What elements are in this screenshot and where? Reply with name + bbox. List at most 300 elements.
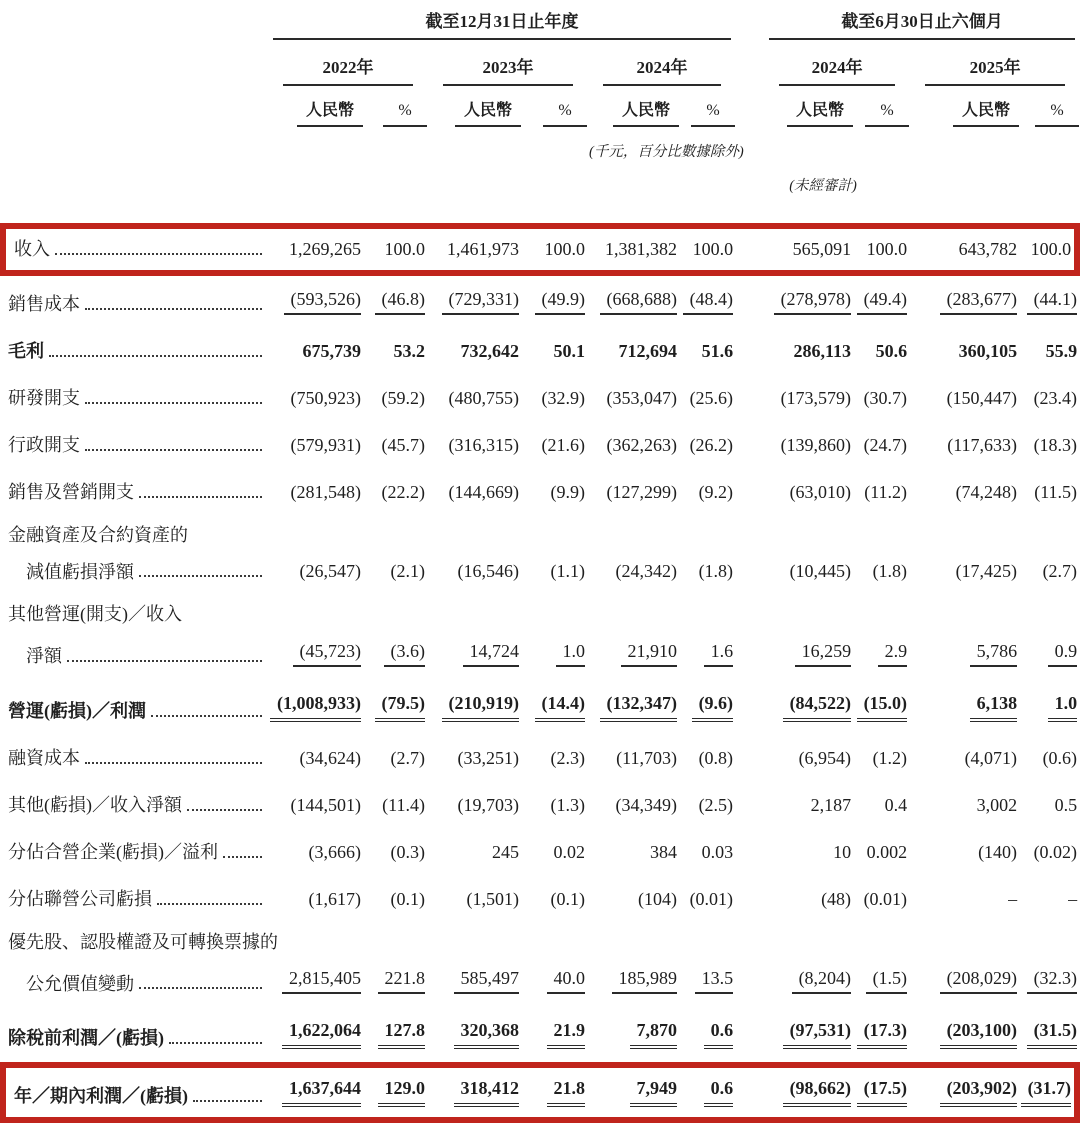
table-row (0, 469, 1080, 516)
percent-value: 1.0 (556, 642, 586, 667)
cell-value (680, 595, 736, 628)
cell-value (522, 955, 588, 1007)
header-period-row (0, 6, 1080, 41)
row-label: 其他營運(開支)／收入 (8, 604, 182, 625)
percent-value: 50.6 (875, 340, 908, 361)
cell-value (854, 595, 910, 628)
row-label-cell (0, 328, 268, 375)
amount-value: 1,381,382 (605, 239, 677, 259)
cell-value (522, 595, 588, 628)
cell-value (910, 829, 1020, 876)
dotted-leader (139, 575, 262, 577)
cell-value (910, 680, 1020, 735)
amount-value: 245 (492, 841, 519, 862)
cell-value (428, 422, 522, 469)
table-row (0, 548, 1080, 595)
cell-value (268, 1062, 364, 1123)
dotted-leader (55, 253, 262, 255)
cell-value (268, 735, 364, 782)
cell-value (736, 680, 854, 735)
cell-value (522, 516, 588, 549)
cell-value (364, 782, 428, 829)
row-label: 除稅前利潤／(虧損) (8, 1028, 164, 1049)
cell-value (522, 680, 588, 735)
cell-value (522, 735, 588, 782)
dotted-leader (139, 987, 262, 989)
table-row (0, 829, 1080, 876)
cell-value (680, 516, 736, 549)
row-label-cell (0, 680, 268, 735)
cell-value (854, 1062, 910, 1123)
table-row (0, 1007, 1080, 1062)
cell-value (680, 782, 736, 829)
table-row (0, 680, 1080, 735)
amount-value: 1,622,064 (282, 1021, 361, 1049)
header-percent (854, 87, 910, 128)
percent-value: (22.2) (381, 481, 425, 502)
cell-value (522, 223, 588, 276)
dotted-leader (151, 715, 262, 717)
amount-value: (24,342) (615, 561, 677, 582)
amount-value: (127,299) (606, 481, 677, 502)
header-group-annual (268, 6, 736, 41)
cell-value (1020, 595, 1080, 628)
header-currency (588, 87, 680, 128)
cell-value (268, 955, 364, 1007)
amount-value: (26,547) (299, 561, 361, 582)
cell-value (522, 628, 588, 680)
percent-value: (2.3) (550, 747, 585, 768)
currency-label: 人民幣 (953, 97, 1019, 127)
table-row (0, 782, 1080, 829)
cell-value (364, 628, 428, 680)
amount-value: – (1008, 888, 1018, 909)
amount-value: (278,978) (774, 290, 852, 315)
percent-value: 0.02 (553, 841, 585, 862)
cell-value (268, 548, 364, 595)
amount-value: (10,445) (789, 561, 852, 582)
amount-value: (139,860) (780, 434, 852, 455)
dotted-leader (223, 856, 262, 858)
table-row (0, 276, 1080, 328)
cell-value (854, 223, 910, 276)
cell-value (364, 223, 428, 276)
amount-value: (668,688) (600, 290, 678, 315)
amount-value: (579,931) (290, 434, 361, 455)
cell-value (910, 782, 1020, 829)
header-group-interim-label: 截至6月30日止六個月 (769, 7, 1075, 40)
amount-value: (17,425) (955, 561, 1018, 582)
row-label-cell (0, 223, 268, 276)
row-label-cell (0, 735, 268, 782)
cell-value (588, 548, 680, 595)
cell-value (428, 628, 522, 680)
cell-value (364, 735, 428, 782)
cell-value (428, 375, 522, 422)
cell-value (854, 1007, 910, 1062)
table-header (0, 6, 1080, 223)
percent-value: (0.01) (689, 888, 734, 909)
cell-value (736, 223, 854, 276)
percent-value: 100.0 (384, 239, 425, 259)
cell-value (428, 328, 522, 375)
amount-value: (140) (978, 841, 1018, 862)
cell-value (854, 955, 910, 1007)
table-row (0, 628, 1080, 680)
amount-value: 320,368 (454, 1021, 520, 1049)
percent-label: % (543, 102, 587, 127)
amount-value: 7,870 (630, 1021, 678, 1049)
percent-value: 221.8 (378, 969, 426, 994)
amount-value: (34,624) (299, 747, 361, 768)
cell-value (428, 469, 522, 516)
cell-value (1020, 469, 1080, 516)
header-year-2024-interim (736, 41, 910, 87)
row-label-cell (0, 276, 268, 328)
cell-value (680, 328, 736, 375)
amount-value: (750,923) (290, 387, 361, 408)
percent-value: (2.7) (390, 747, 425, 768)
amount-value: (593,526) (284, 290, 362, 315)
dotted-leader (85, 308, 262, 310)
percent-value: (79.5) (375, 694, 426, 722)
amount-value: (6,954) (798, 747, 852, 768)
cell-value (588, 328, 680, 375)
amount-value: 585,497 (454, 969, 520, 994)
cell-value (680, 469, 736, 516)
header-group-interim (736, 6, 1080, 41)
percent-value: 127.8 (378, 1021, 426, 1049)
header-year-2022 (268, 41, 428, 87)
percent-value: 1.6 (704, 642, 734, 667)
row-label-cell (0, 516, 268, 549)
amount-value: (480,755) (448, 387, 519, 408)
percent-value: (1.1) (550, 561, 585, 582)
amount-value: (11,703) (616, 747, 677, 768)
header-unaudited-row (0, 162, 1080, 223)
percent-value: (21.6) (541, 434, 585, 455)
amount-value: (144,501) (290, 794, 361, 815)
cell-value (364, 276, 428, 328)
row-label-cell (0, 628, 268, 680)
cell-value (588, 375, 680, 422)
cell-value (680, 422, 736, 469)
row-label-cell (0, 595, 268, 628)
cell-value (736, 628, 854, 680)
cell-value (428, 782, 522, 829)
cell-value (1020, 782, 1080, 829)
cell-value (522, 876, 588, 923)
currency-label: 人民幣 (613, 97, 679, 127)
header-spacer (0, 6, 268, 41)
cell-value (680, 923, 736, 956)
cell-value (268, 223, 364, 276)
percent-value: (46.8) (375, 290, 426, 315)
row-label-cell (0, 422, 268, 469)
cell-value (736, 955, 854, 1007)
percent-value: (3.6) (384, 642, 426, 667)
row-label-cell (0, 469, 268, 516)
cell-value (1020, 955, 1080, 1007)
cell-value (736, 829, 854, 876)
cell-value (364, 923, 428, 956)
note-spacer (0, 128, 588, 162)
cell-value (364, 1007, 428, 1062)
percent-value: 0.5 (1054, 794, 1078, 815)
cell-value (680, 548, 736, 595)
row-label-cell (0, 1062, 268, 1123)
cell-value (364, 829, 428, 876)
amount-value: (3,666) (308, 841, 361, 862)
percent-value: 100.0 (1030, 239, 1072, 259)
table-row-label-only (0, 516, 1080, 549)
header-year-2025-interim (910, 41, 1080, 87)
percent-value: 100.0 (544, 239, 585, 259)
percent-label: % (383, 102, 427, 127)
percent-value: (0.8) (698, 747, 734, 768)
cell-value (736, 923, 854, 956)
amount-value: (48) (821, 888, 852, 909)
cell-value (910, 595, 1020, 628)
percent-value: 40.0 (547, 969, 586, 994)
cell-value (588, 469, 680, 516)
cell-value (522, 422, 588, 469)
cell-value (910, 628, 1020, 680)
cell-value (588, 422, 680, 469)
cell-value (364, 1062, 428, 1123)
amount-value: (34,349) (615, 794, 677, 815)
cell-value (522, 328, 588, 375)
header-percent (1020, 87, 1080, 128)
cell-value (1020, 548, 1080, 595)
note-spacer (910, 162, 1080, 223)
unaudited-note: (未經審計) (789, 178, 857, 194)
cell-value (428, 1062, 522, 1123)
cell-value (680, 1062, 736, 1123)
percent-value: (1.8) (872, 561, 908, 582)
cell-value (854, 680, 910, 735)
cell-value (910, 876, 1020, 923)
dotted-leader (139, 496, 262, 498)
table-body (0, 223, 1080, 1123)
year-label: 2024年 (603, 53, 721, 86)
cell-value (854, 548, 910, 595)
percent-value: 50.1 (553, 340, 585, 361)
cell-value (588, 955, 680, 1007)
cell-value (268, 595, 364, 628)
year-label: 2023年 (443, 53, 573, 86)
year-label: 2024年 (779, 53, 895, 86)
amount-value: (63,010) (789, 481, 852, 502)
amount-value: (283,677) (940, 290, 1018, 315)
cell-value (680, 680, 736, 735)
row-label: 營運(虧損)／利潤 (8, 701, 146, 722)
note-spacer (736, 128, 1080, 162)
cell-value (364, 422, 428, 469)
amount-value: 14,724 (463, 642, 520, 667)
row-label-cell (0, 923, 278, 956)
amount-value: (203,100) (940, 1021, 1018, 1049)
cell-value (910, 735, 1020, 782)
percent-value: 0.6 (704, 1021, 734, 1049)
amount-value: (97,531) (783, 1021, 852, 1049)
amount-value: 732,642 (460, 340, 519, 361)
amount-value: (33,251) (457, 747, 519, 768)
cell-value (428, 516, 522, 549)
amount-value: (1,501) (466, 888, 519, 909)
dotted-leader (157, 903, 262, 905)
table-row-label-only (0, 923, 1080, 956)
header-year-2024 (588, 41, 736, 87)
cell-value (736, 1007, 854, 1062)
percent-value: 0.002 (866, 841, 908, 862)
percent-value: (0.1) (390, 888, 425, 909)
header-group-annual-label: 截至12月31日止年度 (273, 7, 731, 40)
cell-value (1020, 223, 1080, 276)
cell-value (854, 628, 910, 680)
header-percent (680, 87, 736, 128)
row-label: 優先股、認股權證及可轉換票據的 (8, 931, 278, 952)
cell-value (680, 276, 736, 328)
cell-value (910, 1007, 1020, 1062)
cell-value (588, 595, 680, 628)
row-label-cell (0, 782, 268, 829)
percent-value: (2.7) (1042, 561, 1078, 582)
row-label: 研發開支 (8, 388, 80, 409)
cell-value (854, 375, 910, 422)
amount-value: (1,617) (308, 888, 361, 909)
cell-value (522, 782, 588, 829)
header-year-2023 (428, 41, 588, 87)
dotted-leader (85, 762, 262, 764)
amount-value: 3,002 (976, 794, 1018, 815)
percent-value: (1.2) (872, 747, 908, 768)
amount-value: (117,633) (947, 434, 1018, 455)
row-label: 淨額 (26, 646, 62, 667)
header-currency (910, 87, 1020, 128)
row-label: 減值虧損淨額 (26, 561, 134, 582)
cell-value (1020, 923, 1080, 956)
amount-value: 1,269,265 (289, 239, 361, 259)
amount-value: (104) (638, 888, 677, 909)
table-row (0, 223, 1080, 276)
row-label: 銷售及營銷開支 (8, 482, 134, 503)
cell-value (588, 1062, 680, 1123)
cell-value (428, 223, 522, 276)
percent-label: % (865, 102, 909, 127)
amount-value: 286,113 (793, 340, 852, 361)
cell-value (1020, 1062, 1080, 1123)
header-unit-row (0, 87, 1080, 128)
amount-value: (316,315) (448, 434, 519, 455)
header-currency (268, 87, 364, 128)
amount-value: (144,669) (448, 481, 519, 502)
row-label-cell (0, 1007, 268, 1062)
cell-value (428, 955, 522, 1007)
percent-value: 21.9 (547, 1021, 586, 1049)
amount-value: (353,047) (606, 387, 677, 408)
row-label-cell (0, 955, 268, 1007)
year-label: 2025年 (925, 53, 1065, 86)
row-label: 銷售成本 (8, 294, 80, 315)
cell-value (268, 1007, 364, 1062)
note-spacer (0, 162, 736, 223)
cell-value (1020, 829, 1080, 876)
amount-value: 10 (833, 841, 852, 862)
dotted-leader (187, 809, 262, 811)
percent-value: 129.0 (378, 1079, 426, 1107)
percent-value: (23.4) (1033, 387, 1078, 408)
cell-value (910, 375, 1020, 422)
cell-value (268, 422, 364, 469)
cell-value (736, 548, 854, 595)
table-row (0, 955, 1080, 1007)
cell-value (854, 422, 910, 469)
amount-value: 16,259 (795, 642, 852, 667)
cell-value (680, 829, 736, 876)
row-label: 公允價值變動 (26, 973, 134, 994)
cell-value (268, 782, 364, 829)
cell-value (854, 328, 910, 375)
cell-value (588, 276, 680, 328)
cell-value (1020, 735, 1080, 782)
percent-value: (25.6) (689, 387, 734, 408)
header-currency (428, 87, 522, 128)
cell-value (910, 276, 1020, 328)
cell-value (1020, 516, 1080, 549)
amount-value: (98,662) (783, 1079, 852, 1107)
cell-value (680, 735, 736, 782)
percent-value: (0.3) (390, 841, 425, 862)
amount-value: (74,248) (955, 481, 1018, 502)
dotted-leader (49, 355, 262, 357)
percent-value: (59.2) (381, 387, 425, 408)
row-label: 行政開支 (8, 435, 80, 456)
percent-value: (44.1) (1027, 290, 1078, 315)
percent-value: 0.4 (884, 794, 908, 815)
amount-value: (210,919) (442, 694, 520, 722)
amount-value: (362,263) (606, 434, 677, 455)
row-label: 毛利 (8, 341, 44, 362)
cell-value (910, 955, 1020, 1007)
table-row (0, 735, 1080, 782)
percent-value: – (1068, 888, 1078, 909)
row-label: 金融資產及合約資產的 (8, 524, 188, 545)
row-label: 收入 (14, 239, 50, 260)
amount-value: (1,008,933) (270, 694, 361, 722)
percent-value: (49.9) (535, 290, 586, 315)
amount-value: (8,204) (792, 969, 852, 994)
dotted-leader (67, 660, 262, 662)
percent-value: (0.1) (550, 888, 585, 909)
percent-value: 100.0 (866, 239, 908, 259)
amount-value: 1,637,644 (282, 1079, 361, 1107)
cell-value (680, 223, 736, 276)
dotted-leader (193, 1100, 262, 1102)
cell-value (680, 955, 736, 1007)
cell-value (854, 469, 910, 516)
percent-value: 2.9 (878, 642, 908, 667)
dotted-leader (85, 402, 262, 404)
amount-value: 21,910 (621, 642, 678, 667)
percent-value: (30.7) (863, 387, 908, 408)
amount-value: 1,461,973 (447, 239, 519, 259)
cell-value (1020, 628, 1080, 680)
percent-value: (9.6) (692, 694, 734, 722)
percent-value: (2.5) (698, 794, 734, 815)
percent-value: 100.0 (692, 239, 734, 259)
row-label: 其他(虧損)／收入淨額 (8, 795, 182, 816)
